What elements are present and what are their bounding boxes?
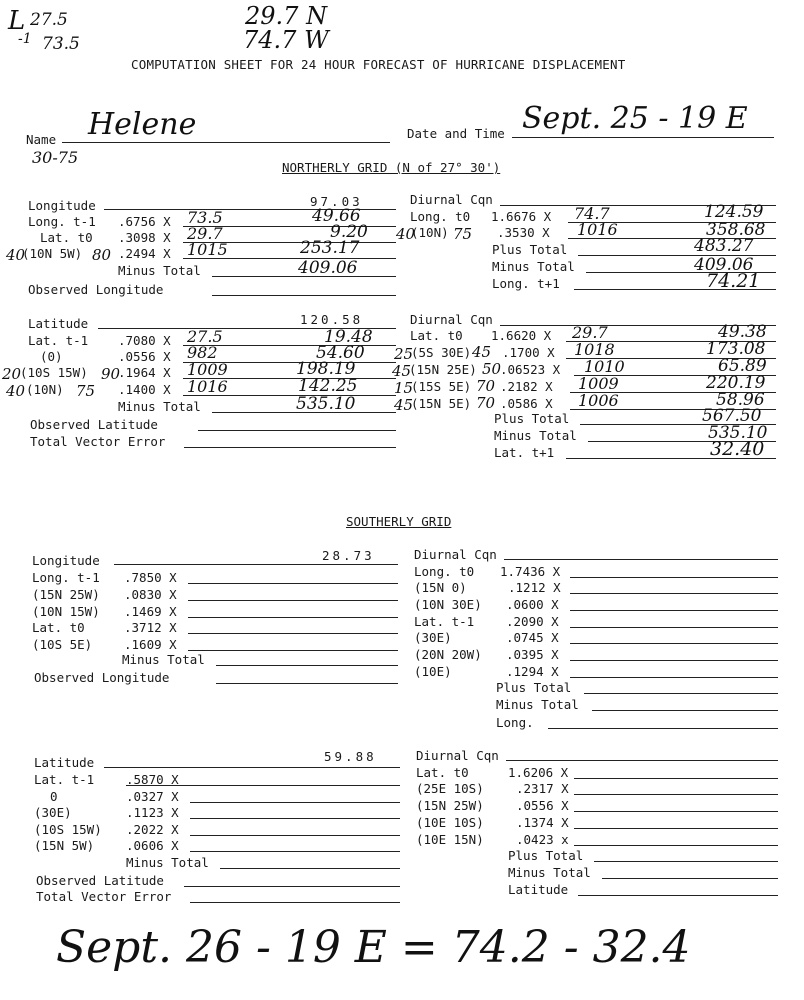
s-diurnal-long-label: Diurnal Cqn: [414, 547, 497, 562]
n-diurnal-lat-row-input: 29.7: [572, 323, 608, 342]
s-diurnal-lat-minus-label: Minus Total: [508, 865, 591, 880]
n-diurnal-lat-t1-value: 32.40: [710, 438, 765, 460]
s-diurnal-lat-t1-label: Latitude: [508, 882, 569, 897]
n-lat-row-coef: .1400 X: [118, 382, 171, 397]
n-diurnal-lat-row-result: 220.19: [706, 373, 766, 393]
s-lat-row-label: Lat. t-1: [34, 772, 95, 787]
n-lat-row-result: 198.19: [296, 359, 356, 379]
s-diurnal-long-row-line: [570, 593, 778, 594]
n-long-row-input: 73.5: [187, 208, 223, 227]
s-diurnal-lat-row-line: [574, 811, 778, 812]
s-diurnal-long-minus-label: Minus Total: [496, 697, 579, 712]
s-observed-longitude-line: [216, 683, 398, 684]
n-long-minus-value: 409.06: [298, 258, 358, 278]
s-lat-minus-line: [220, 868, 400, 869]
northerly-heading: NORTHERLY GRID (N of 27° 30'): [282, 160, 501, 175]
s-diurnal-long-plus-label: Plus Total: [496, 680, 572, 695]
n-diurnal-lat-minus-label: Minus Total: [494, 428, 577, 443]
n-diurnal-lat-label: Diurnal Cqn: [410, 312, 493, 327]
s-lat-row-label: (30E): [34, 805, 72, 820]
n-lat-row-result: 54.60: [316, 343, 365, 363]
n-long-row-result: 9.20: [330, 222, 368, 242]
n-long-row-result: 253.17: [300, 238, 360, 258]
s-diurnal-long-t1-line: [548, 728, 778, 729]
n-lat-row-input: 982: [187, 343, 218, 362]
handwritten-lat-note: 27.5: [30, 10, 68, 30]
s-long-row-coef: .1609 X: [124, 637, 177, 652]
s-diurnal-long-row-coef: .1212 X: [508, 580, 561, 595]
n-diurnal-lat-row-coef: .06523 X: [500, 362, 561, 377]
n-diurnal-lat-row-note-right: 50: [482, 360, 502, 378]
n-diurnal-lat-row-result: 49.38: [718, 322, 767, 342]
n-diurnal-lat-row-coef: 1.6620 X: [491, 328, 552, 343]
s-latitude-line: [104, 767, 400, 768]
n-diurnal-lat-plus-label: Plus Total: [494, 411, 570, 426]
s-lat-row-label: (10S 15W): [34, 822, 102, 837]
n-diurnal-lat-row-result: 58.96: [716, 390, 765, 410]
s-long-row-label: Long. t-1: [32, 570, 100, 585]
s-diurnal-long-row-coef: .0600 X: [506, 597, 559, 612]
n-diurnal-long-row-label: (10N): [411, 225, 449, 240]
s-lat-row-line: [190, 818, 400, 819]
s-lat-row-coef: .1123 X: [126, 805, 179, 820]
handwritten-position-lat: 29.7 N: [245, 2, 328, 30]
s-diurnal-long-row-label: Lat. t-1: [414, 614, 475, 629]
n-longitude-constant: 97.03: [310, 194, 363, 209]
n-diurnal-lat-row-note-right: 70: [476, 377, 496, 395]
n-long-row-coef: .3098 X: [118, 230, 171, 245]
n-lat-minus-label: Minus Total: [118, 399, 201, 414]
s-diurnal-long-plus-line: [584, 693, 778, 694]
s-lat-row-line: [190, 835, 400, 836]
n-total-vector-error-line: [184, 447, 396, 448]
s-diurnal-lat-row-line: [574, 778, 778, 779]
n-diurnal-lat-row-note-left: 45: [392, 362, 412, 380]
s-diurnal-lat-row-label: (10E 10S): [416, 815, 484, 830]
s-long-row-coef: .7850 X: [124, 570, 177, 585]
n-lat-row-label: Lat. t-1: [28, 333, 89, 348]
s-diurnal-lat-row-coef: 1.6206 X: [508, 765, 569, 780]
s-long-row-line: [188, 617, 398, 618]
n-latitude-constant: 120.58: [300, 312, 364, 327]
n-lat-row-note-right: 90: [101, 365, 121, 383]
n-observed-longitude-line: [212, 295, 396, 296]
s-lat-row-label: (15N 5W): [34, 838, 95, 853]
n-long-row-label: (10N 5W): [22, 246, 83, 261]
n-lat-row-coef: .0556 X: [118, 349, 171, 364]
n-diurnal-long-row-result: 124.59: [704, 202, 764, 222]
s-diurnal-long-row-label: (10N 30E): [414, 597, 482, 612]
s-diurnal-long-row-label: (20N 20W): [414, 647, 482, 662]
n-lat-minus-value: 535.10: [296, 394, 356, 414]
s-diurnal-long-row-label: (10E): [414, 664, 452, 679]
s-diurnal-long-row-line: [570, 643, 778, 644]
s-diurnal-lat-row-coef: .0423 x: [516, 832, 569, 847]
n-long-row-label: Lat. t0: [40, 230, 93, 245]
n-diurnal-lat-minus-value: 535.10: [708, 423, 768, 443]
s-diurnal-long-row-coef: .0745 X: [506, 630, 559, 645]
s-diurnal-lat-row-label: Lat. t0: [416, 765, 469, 780]
sheet-title: COMPUTATION SHEET FOR 24 HOUR FORECAST OF HURRICANE DISPLACEMENT: [131, 57, 626, 72]
n-diurnal-long-t1-label: Long. t+1: [492, 276, 560, 291]
s-diurnal-long-row-coef: 1.7436 X: [500, 564, 561, 579]
n-longitude-label: Longitude: [28, 198, 96, 213]
n-diurnal-long-plus-label: Plus Total: [492, 242, 568, 257]
n-lat-row-result: 142.25: [298, 376, 358, 396]
s-diurnal-long-minus-line: [592, 710, 778, 711]
n-diurnal-lat-row-note-right: 70: [476, 394, 496, 412]
s-diurnal-long-row-line: [570, 577, 778, 578]
s-lat-row-label: 0: [50, 789, 58, 804]
handwritten-position-lon: 74.7 W: [243, 26, 329, 54]
n-diurnal-lat-row-input: 1010: [584, 357, 625, 376]
s-diurnal-lat-plus-label: Plus Total: [508, 848, 584, 863]
n-diurnal-lat-row-label: Lat. t0: [410, 328, 463, 343]
s-diurnal-lat-row-coef: .1374 X: [516, 815, 569, 830]
s-lat-minus-label: Minus Total: [126, 855, 209, 870]
s-diurnal-long-row-line: [570, 627, 778, 628]
s-long-row-line: [188, 650, 398, 651]
n-long-row-note-left: 40: [6, 246, 26, 264]
storm-code: 30-75: [32, 148, 79, 167]
name-line: [62, 142, 390, 143]
date-line: [512, 137, 774, 138]
s-diurnal-long-row-label: Long. t0: [414, 564, 475, 579]
n-long-row-note-right: 80: [92, 246, 112, 264]
n-diurnal-long-row-input: 1016: [577, 220, 618, 239]
s-diurnal-long-row-line: [570, 677, 778, 678]
s-diurnal-lat-row-line: [574, 828, 778, 829]
s-long-row-line: [188, 600, 398, 601]
s-long-minus-line: [216, 665, 398, 666]
n-diurnal-long-row-note-left: 40: [396, 225, 416, 243]
n-diurnal-lat-row-input: 1006: [578, 391, 619, 410]
n-lat-row-result: 19.48: [324, 327, 373, 347]
n-diurnal-lat-row-label: (15N 25E): [409, 362, 477, 377]
s-lat-row-line: [126, 785, 400, 786]
n-diurnal-lat-row-coef: .2182 X: [500, 379, 553, 394]
s-diurnal-long-row-line: [570, 610, 778, 611]
n-diurnal-lat-row-label: (15S 5E): [411, 379, 472, 394]
s-diurnal-long-row-label: (15N 0): [414, 580, 467, 595]
s-diurnal-long-t1-label: Long.: [496, 715, 534, 730]
s-diurnal-lat-row-line: [574, 845, 778, 846]
s-diurnal-lat-row-coef: .2317 X: [516, 781, 569, 796]
s-diurnal-long-row-label: (30E): [414, 630, 452, 645]
n-lat-row-label: (10N): [26, 382, 64, 397]
s-diurnal-lat-row-coef: .0556 X: [516, 798, 569, 813]
n-lat-row-input: 1009: [187, 360, 228, 379]
n-diurnal-lat-row-note-left: 45: [394, 396, 414, 414]
s-long-row-label: (10S 5E): [32, 637, 93, 652]
n-diurnal-lat-row-result: 173.08: [706, 339, 766, 359]
n-diurnal-lat-row-input: 1009: [578, 374, 619, 393]
n-observed-latitude-line: [198, 430, 396, 431]
s-observed-latitude-label: Observed Latitude: [36, 873, 164, 888]
n-lat-row-coef: .7080 X: [118, 333, 171, 348]
s-diurnal-lat-row-line: [574, 794, 778, 795]
n-long-row-label: Long. t-1: [28, 214, 96, 229]
n-diurnal-lat-row-note-left: 25: [394, 345, 414, 363]
handwritten-lon-note: 73.5: [42, 34, 80, 54]
s-long-row-coef: .1469 X: [124, 604, 177, 619]
n-diurnal-lat-t1-label: Lat. t+1: [494, 445, 555, 460]
s-longitude-constant: 28.73: [322, 548, 375, 563]
n-long-row-input: 1015: [187, 240, 228, 259]
footer-forecast-note: Sept. 26 - 19 E = 74.2 - 32.4: [56, 922, 691, 973]
n-long-minus-label: Minus Total: [118, 263, 201, 278]
n-diurnal-lat-plus-value: 567.50: [702, 406, 762, 426]
s-long-minus-label: Minus Total: [122, 652, 205, 667]
s-diurnal-lat-label: Diurnal Cqn: [416, 748, 499, 763]
handwritten-minus-one: -1: [18, 31, 32, 47]
n-diurnal-long-label: Diurnal Cqn: [410, 192, 493, 207]
n-diurnal-lat-row-label: (15N 5E): [411, 396, 472, 411]
n-total-vector-error-label: Total Vector Error: [30, 434, 166, 449]
n-diurnal-lat-row-input: 1018: [574, 340, 615, 359]
n-diurnal-lat-row-note-right: 45: [472, 343, 492, 361]
s-observed-latitude-line: [184, 886, 400, 887]
n-diurnal-long-row-label: Long. t0: [410, 209, 471, 224]
s-latitude-label: Latitude: [34, 755, 95, 770]
n-lat-row-note-left: 20: [2, 365, 22, 383]
n-long-row-coef: .2494 X: [118, 246, 171, 261]
southerly-heading: SOUTHERLY GRID: [346, 514, 452, 529]
s-lat-row-line: [190, 802, 400, 803]
n-diurnal-lat-row-result: 65.89: [718, 356, 767, 376]
s-lat-row-coef: .5870 X: [126, 772, 179, 787]
date-value: Sept. 25 - 19 E: [522, 101, 748, 136]
s-lat-row-coef: .2022 X: [126, 822, 179, 837]
name-label: Name: [26, 132, 57, 147]
n-diurnal-long-minus-value: 409.06: [694, 255, 754, 275]
n-diurnal-long-plus-value: 483.27: [694, 236, 754, 256]
s-long-row-label: Lat. t0: [32, 620, 85, 635]
s-latitude-constant: 59.88: [324, 749, 377, 764]
s-diurnal-lat-minus-line: [602, 878, 778, 879]
n-diurnal-lat-row-coef: .0586 X: [500, 396, 553, 411]
n-long-row-coef: .6756 X: [118, 214, 171, 229]
s-total-vector-error-line: [190, 902, 400, 903]
n-long-row-result: 49.66: [312, 206, 361, 226]
s-lat-row-coef: .0606 X: [126, 838, 179, 853]
s-diurnal-lat-row-label: (15N 25W): [416, 798, 484, 813]
s-long-row-line: [188, 583, 398, 584]
n-latitude-label: Latitude: [28, 316, 89, 331]
s-longitude-label: Longitude: [32, 553, 100, 568]
n-diurnal-long-row-result: 358.68: [706, 220, 766, 240]
s-total-vector-error-label: Total Vector Error: [36, 889, 172, 904]
n-observed-latitude-label: Observed Latitude: [30, 417, 158, 432]
s-diurnal-long-row-coef: .0395 X: [506, 647, 559, 662]
s-diurnal-long-row-coef: .2090 X: [506, 614, 559, 629]
n-diurnal-long-row-coef: 1.6676 X: [491, 209, 552, 224]
s-long-row-label: (15N 25W): [32, 587, 100, 602]
s-diurnal-long-row-line: [570, 660, 778, 661]
n-diurnal-long-t1-value: 74.21: [706, 270, 761, 292]
n-lat-row-note-right: 75: [76, 382, 96, 400]
n-diurnal-long-row-input: 74.7: [574, 204, 610, 223]
s-diurnal-lat-plus-line: [594, 861, 778, 862]
s-lat-row-coef: .0327 X: [126, 789, 179, 804]
n-diurnal-lat-row-coef: .1700 X: [502, 345, 555, 360]
s-observed-longitude-label: Observed Longitude: [34, 670, 170, 685]
handwritten-l: L: [8, 6, 26, 36]
n-diurnal-lat-row-label: (5S 30E): [411, 345, 472, 360]
s-lat-row-line: [190, 851, 400, 852]
date-label: Date and Time: [407, 126, 505, 141]
n-diurnal-long-row-coef: .3530 X: [497, 225, 550, 240]
n-observed-longitude-label: Observed Longitude: [28, 282, 164, 297]
s-diurnal-long-row-coef: .1294 X: [506, 664, 559, 679]
s-long-row-label: (10N 15W): [32, 604, 100, 619]
name-value: Helene: [88, 107, 197, 142]
n-diurnal-long-row-note-right: 75: [453, 225, 473, 243]
n-lat-row-label: (10S 15W): [20, 365, 88, 380]
n-lat-row-input: 1016: [187, 377, 228, 396]
s-long-row-coef: .3712 X: [124, 620, 177, 635]
s-long-row-coef: .0830 X: [124, 587, 177, 602]
n-long-row-input: 29.7: [187, 224, 223, 243]
n-lat-row-note-left: 40: [6, 382, 26, 400]
n-diurnal-long-minus-label: Minus Total: [492, 259, 575, 274]
s-diurnal-lat-line: [506, 760, 778, 761]
s-diurnal-long-line: [504, 559, 778, 560]
n-diurnal-lat-row-note-left: 15: [394, 379, 414, 397]
s-long-row-line: [188, 633, 398, 634]
s-longitude-line: [114, 564, 398, 565]
s-diurnal-lat-row-label: (25E 10S): [416, 781, 484, 796]
s-diurnal-lat-row-label: (10E 15N): [416, 832, 484, 847]
n-lat-row-input: 27.5: [187, 327, 223, 346]
s-diurnal-lat-t1-line: [578, 895, 778, 896]
n-lat-row-coef: .1964 X: [118, 365, 171, 380]
n-lat-row-label: (0): [40, 349, 63, 364]
